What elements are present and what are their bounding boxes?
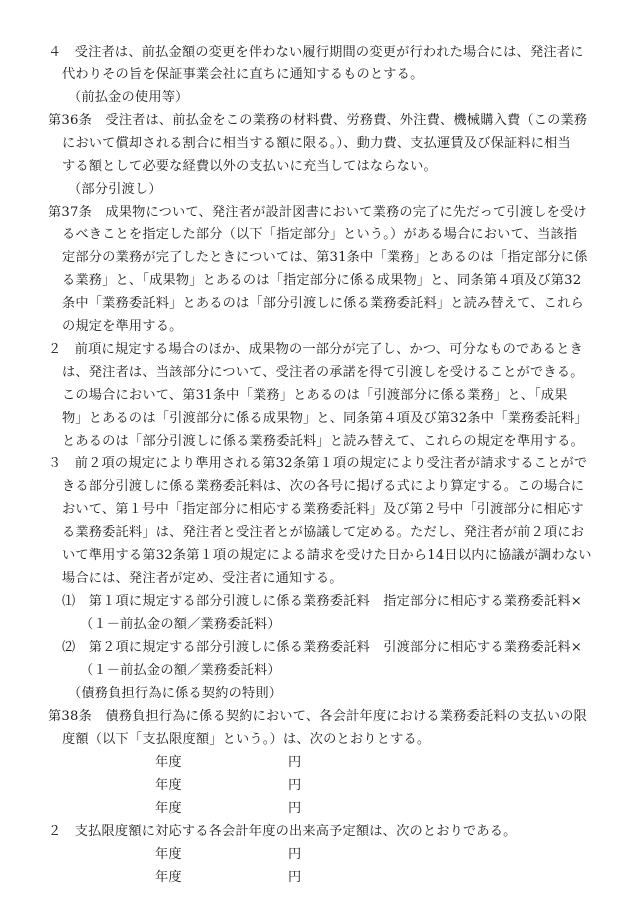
heading-debt-burden: （債務負担行為に係る契約の特則）: [68, 686, 283, 701]
article-36-line-1: 第36条 受注者は、前払金をこの業務の材料費、労務費、外注費、機械購入費（この業務: [48, 113, 588, 128]
article-37-line-3: 定部分の業務が完了したときについては、第31条中「業務」とあるのは「指定部分に係: [62, 250, 588, 265]
year-label-3: 年度: [155, 801, 182, 816]
article-37-2-line-5: とあるのは「部分引渡しに係る業務委託料」と読み替えて、これらの規定を準用する。: [62, 434, 584, 449]
article-37-3-line-3: おいて、第１号中「指定部分に相応する業務委託料」及び第２号中「引渡部分に相応す: [62, 502, 584, 517]
year-label-4: 年度: [155, 847, 182, 862]
yen-label-2: 円: [288, 778, 302, 793]
item-2-line-1: ⑵ 第２項に規定する部分引渡しに係る業務委託料 引渡部分に相応する業務委託料×: [62, 640, 582, 655]
article-37-line-6: の規定を準用する。: [62, 319, 183, 334]
article-38-line-2: 度額（以下「支払限度額」という。）は、次のとおりとする。: [62, 732, 431, 747]
article-36-line-3: する額として必要な経費以外の支払いに充当してはならない。: [62, 159, 437, 174]
article-37-2-line-4: 物」とあるのは「引渡部分に係る成果物」と、同条第４項及び第32条中「業務委託料」: [62, 411, 588, 426]
article-37-2-line-1: ２ 前項に規定する場合のほか、成果物の一部分が完了し、かつ、可分なものであるとき: [48, 342, 583, 357]
article-37-line-5: 条中「業務委託料」とあるのは「部分引渡しに係る業務委託料」と読み替えて、これら: [62, 296, 584, 311]
yen-label-5: 円: [288, 870, 302, 885]
article-38-2-line-1: ２ 支払限度額に対応する各会計年度の出来高予定額は、次のとおりである。: [48, 824, 517, 839]
article-37-3-line-1: ３ 前２項の規定により準用される第32条第１項の規定により受注者が請求することがで: [48, 456, 588, 471]
article-37-line-4: る業務」と、「成果物」とあるのは「指定部分に係る成果物」と、同条第４項及び第32: [62, 273, 582, 288]
para-36-4-line-1: ４ 受注者は、前払金額の変更を伴わない履行期間の変更が行われた場合には、発注者に: [48, 45, 584, 60]
article-37-3-line-4: る業務委託料」は、発注者と受注者とが協議して定める。ただし、発注者が前２項にお: [62, 525, 585, 540]
yen-label-3: 円: [288, 801, 302, 816]
yen-label-1: 円: [288, 755, 302, 770]
article-37-3-line-5: いて準用する第32条第１項の規定による請求を受けた日から14日以内に協議が調わない: [62, 548, 592, 563]
article-37-line-1: 第37条 成果物について、発注者が設計図書において業務の完了に先だって引渡しを受け: [48, 205, 587, 220]
article-37-2-line-2: は、発注者は、当該部分について、受注者の承諾を得て引渡しを受けることができる。: [62, 365, 584, 380]
year-label-1: 年度: [155, 755, 182, 770]
para-36-4-line-2: 代わりその旨を保証事業会社に直ちに通知するものとする。: [62, 67, 424, 82]
article-37-line-2: るべきことを指定した部分（以下「指定部分」という。）がある場合において、当該指: [62, 227, 578, 242]
yen-label-4: 円: [288, 847, 302, 862]
item-2-line-2: （１－前払金の額／業務委託料）: [80, 663, 281, 678]
item-1-line-2: （１－前払金の額／業務委託料）: [80, 617, 281, 632]
year-label-5: 年度: [155, 870, 182, 885]
heading-partial-delivery: （部分引渡し）: [68, 182, 162, 197]
article-38-line-1: 第38条 債務負担行為に係る契約において、各会計年度における業務委託料の支払いの限: [48, 709, 588, 724]
item-1-line-1: ⑴ 第１項に規定する部分引渡しに係る業務委託料 指定部分に相応する業務委託料×: [62, 594, 582, 609]
article-37-3-line-6: 場合には、発注者が定め、受注者に通知する。: [62, 571, 343, 586]
article-37-2-line-3: この場合において、第31条中「業務」とあるのは「引渡部分に係る業務」と、「成果: [62, 388, 568, 403]
article-37-3-line-2: きる部分引渡しに係る業務委託料は、次の各号に掲げる式により算定する。この場合に: [62, 479, 585, 494]
heading-advance-use: （前払金の使用等）: [68, 90, 189, 105]
article-36-line-2: において償却される割合に相当する額に限る。）、動力費、支払運賃及び保証料に相当: [62, 136, 571, 151]
year-label-2: 年度: [155, 778, 182, 793]
